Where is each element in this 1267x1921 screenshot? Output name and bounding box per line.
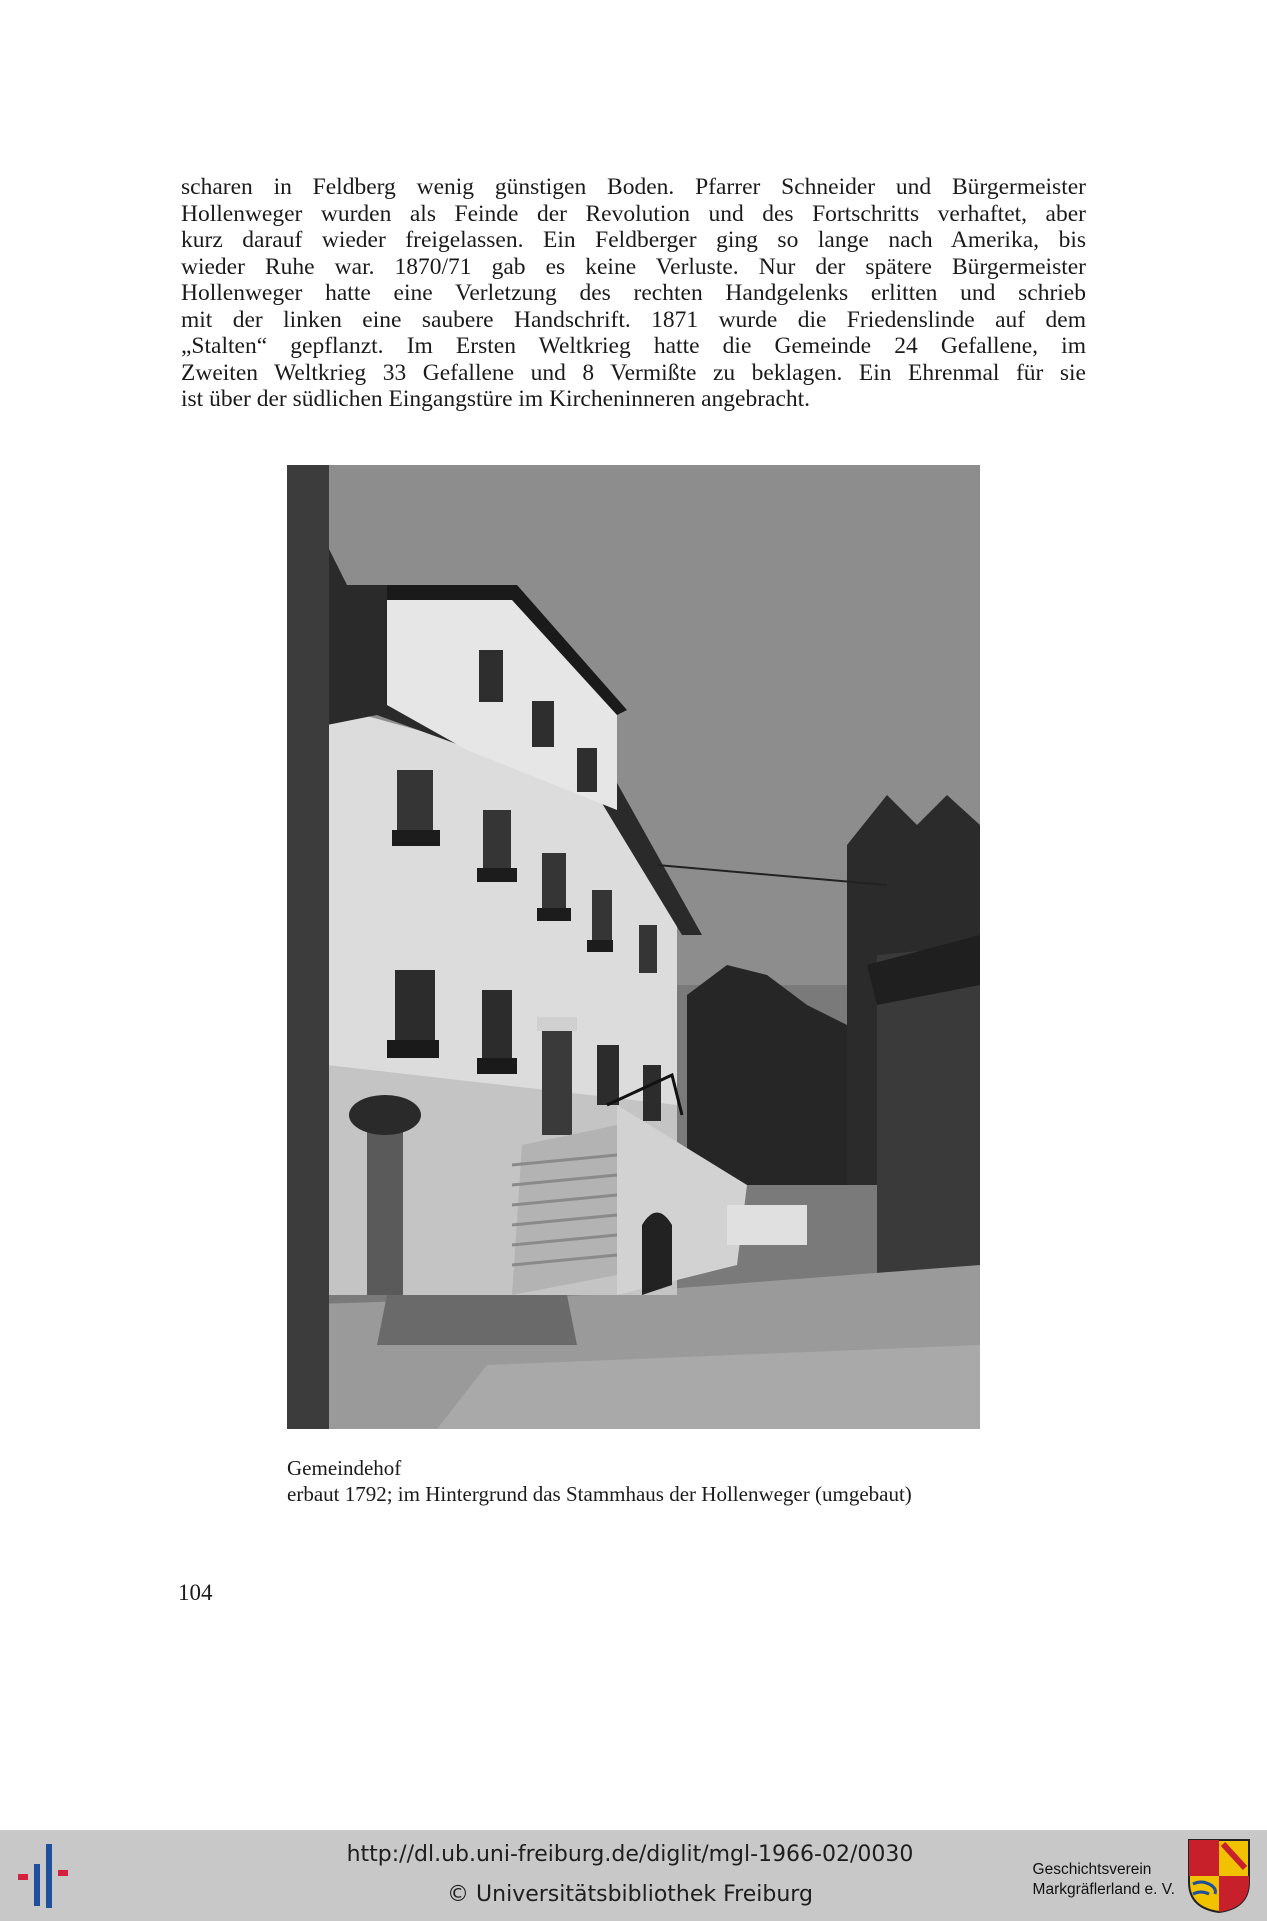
body-line: kurz darauf wieder freigelassen. Ein Feldberger ging so lange nach Amerika, bis — [181, 227, 1086, 253]
body-line: scharen in Feldberg wenig günstigen Boden. Pfarrer Schneider und Bürgermeister — [181, 174, 1086, 200]
building-photo — [287, 465, 980, 1429]
source-url-link[interactable]: http://dl.ub.uni-freiburg.de/diglit/mgl-1966-02/0030 — [346, 1842, 914, 1867]
coat-of-arms-icon — [1187, 1838, 1251, 1914]
body-paragraph — [181, 174, 1086, 413]
organization-line: Geschichtsverein — [1032, 1861, 1152, 1878]
body-line: wieder Ruhe war. 1870/71 gab es keine Verluste. Nur der spätere Bürgermeister — [181, 253, 1086, 280]
body-line: Zweiten Weltkrieg 33 Gefallene und 8 Vermißte zu beklagen. Ein Ehrenmal für sie — [181, 359, 1086, 386]
caption-title: Gemeindehof — [287, 1456, 402, 1480]
photo-caption — [287, 1455, 912, 1507]
body-line: mit der linken eine saubere Handschrift. 1871 wurde die Friedenslinde auf dem — [181, 306, 1086, 333]
body-line: „Stalten“ gepflanzt. Im Ersten Weltkrieg hatte die Gemeinde 24 Gefallene, im — [181, 333, 1086, 359]
photo-illustration — [287, 465, 980, 1429]
organization-line: Markgräflerland e. V. — [1032, 1881, 1175, 1898]
caption-text: erbaut 1792; im Hintergrund das Stammhaus der Hollenweger (umgebaut) — [287, 1482, 912, 1506]
copyright-text: © Universitätsbibliothek Freiburg — [447, 1882, 813, 1907]
body-line: Hollenweger hatte eine Verletzung des rechten Handgelenks erlitten und schrieb — [181, 280, 1086, 306]
page-number: 104 — [178, 1580, 213, 1605]
footer-bar — [0, 1830, 1267, 1921]
organization-name — [1033, 1860, 1175, 1900]
body-line: Hollenweger wurden als Feinde der Revolution und des Fortschritts verhaftet, aber — [181, 200, 1086, 227]
ub-freiburg-logo-icon[interactable] — [16, 1844, 80, 1908]
body-line: ist über der südlichen Eingangstüre im Kircheninneren angebracht. — [181, 386, 811, 412]
